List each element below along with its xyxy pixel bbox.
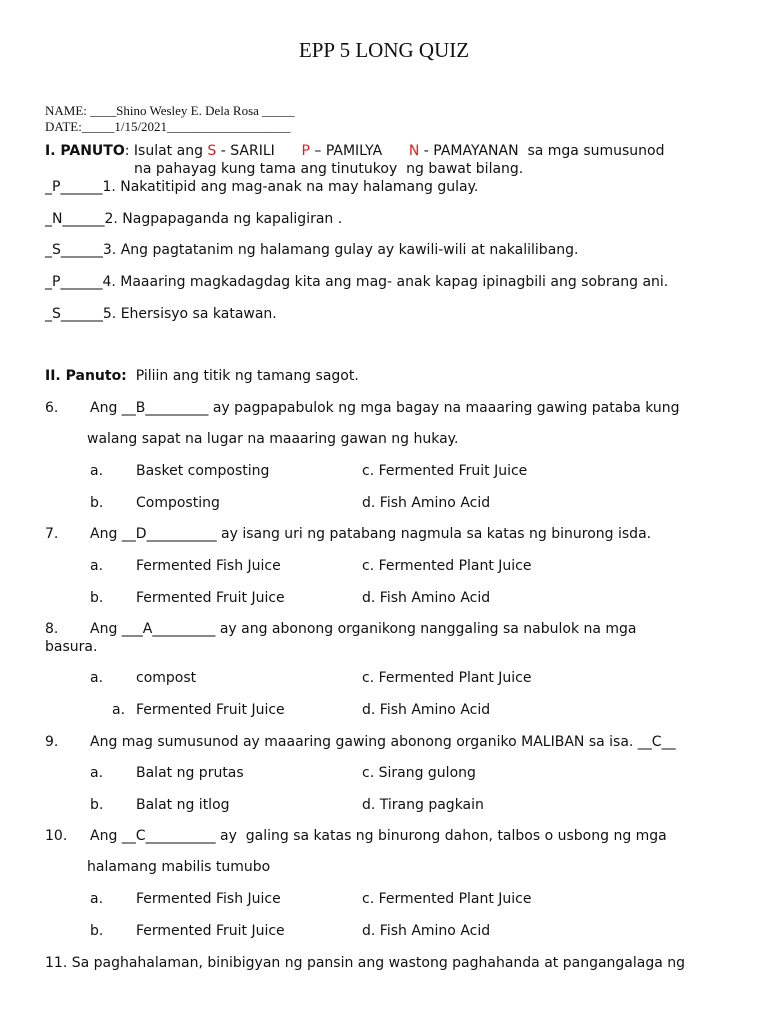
q8-option-b: Fermented Fruit Juice <box>136 702 285 718</box>
part2-instruction <box>45 367 359 385</box>
p-label: – PAMILYA <box>309 143 383 159</box>
q7-a-letter: a. <box>90 558 104 574</box>
q8-text: Ang ___A_________ ay ang abonong organikong nanggaling sa nabulok na mga <box>90 621 637 637</box>
q6-option-b: Composting <box>136 495 220 511</box>
q9-option-b: Balat ng itlog <box>136 797 230 813</box>
q7-option-b: Fermented Fruit Juice <box>136 590 285 606</box>
instruction-text: : Isulat ang <box>124 143 208 159</box>
q6-b-letter: b. <box>90 495 104 511</box>
q6-option-a: Basket composting <box>136 463 270 479</box>
q8-a-letter: a. <box>90 670 104 686</box>
page-title: EPP 5 LONG QUIZ <box>298 38 470 62</box>
q9-text: Ang mag sumusunod ay maaaring gawing abonong organiko MALIBAN sa isa. __C__ <box>90 734 676 750</box>
q7-option-a: Fermented Fish Juice <box>136 558 281 574</box>
q9-option-a: Balat ng prutas <box>136 765 244 781</box>
item-2: _N______2. Nagpapaganda ng kapaligiran . <box>45 211 343 227</box>
q10-a-letter: a. <box>90 891 104 907</box>
q8-text-2: basura. <box>45 639 98 655</box>
q10-text-2: halamang mabilis tumubo <box>87 859 271 875</box>
q7-number: 7. <box>45 526 59 542</box>
item-5: _S______5. Ehersisyo sa katawan. <box>45 306 277 322</box>
part1-instruction <box>45 142 665 160</box>
q7-option-d: d. Fish Amino Acid <box>362 590 491 606</box>
part1-instruction-line2: na pahayag kung tama ang tinutukoy ng bawat bilang. <box>134 161 524 177</box>
item-3: _S______3. Ang pagtatanim ng halamang gulay ay kawili-wili at nakalilibang. <box>45 242 579 258</box>
q11-text: 11. Sa paghahalaman, binibigyan ng pansin ang wastong paghahanda at pangangalaga ng <box>45 955 686 971</box>
q9-a-letter: a. <box>90 765 104 781</box>
s-letter: S <box>207 143 217 159</box>
q8-b-letter: a. <box>112 702 126 718</box>
part2-text: Piliin ang titik ng tamang sagot. <box>126 368 359 384</box>
q10-option-d: d. Fish Amino Acid <box>362 923 491 939</box>
item-1: _P______1. Nakatitipid ang mag-anak na may halamang gulay. <box>45 179 479 195</box>
q9-b-letter: b. <box>90 797 104 813</box>
q8-option-d: d. Fish Amino Acid <box>362 702 491 718</box>
q9-option-c: c. Sirang gulong <box>362 765 476 781</box>
part1-heading: I. PANUTO <box>45 143 125 159</box>
q10-text: Ang __C__________ ay galing sa katas ng binurong dahon, talbos o usbong ng mga <box>90 828 667 844</box>
q6-text: Ang __B_________ ay pagpapabulok ng mga bagay na maaaring gawing pataba kung <box>90 400 680 416</box>
p-letter: P <box>301 143 310 159</box>
q7-b-letter: b. <box>90 590 104 606</box>
item-4: _P______4. Maaaring magkadagdag kita ang mag- anak kapag ipinagbili ang sobrang ani. <box>45 274 669 290</box>
q6-number: 6. <box>45 400 59 416</box>
date-field: DATE:_____1/15/2021___________________ <box>45 119 291 134</box>
part2-heading: II. Panuto: <box>45 368 127 384</box>
s-label: - SARILI <box>216 143 275 159</box>
n-label: - PAMAYANAN sa mga sumusunod <box>419 143 665 159</box>
q6-text-2: walang sapat na lugar na maaaring gawan ng hukay. <box>87 431 459 447</box>
q9-option-d: d. Tirang pagkain <box>362 797 484 813</box>
q8-option-a: compost <box>136 670 197 686</box>
q10-option-c: c. Fermented Plant Juice <box>362 891 532 907</box>
n-letter: N <box>408 143 420 159</box>
name-field: NAME: ____Shino Wesley E. Dela Rosa _____ <box>45 103 295 118</box>
q6-a-letter: a. <box>90 463 104 479</box>
q10-b-letter: b. <box>90 923 104 939</box>
q9-number: 9. <box>45 734 59 750</box>
q8-option-c: c. Fermented Plant Juice <box>362 670 532 686</box>
q6-option-c: c. Fermented Fruit Juice <box>362 463 528 479</box>
q7-option-c: c. Fermented Plant Juice <box>362 558 532 574</box>
q6-option-d: d. Fish Amino Acid <box>362 495 491 511</box>
q8-number: 8. <box>45 621 59 637</box>
q10-number: 10. <box>45 828 68 844</box>
q10-option-b: Fermented Fruit Juice <box>136 923 285 939</box>
q10-option-a: Fermented Fish Juice <box>136 891 281 907</box>
q7-text: Ang __D__________ ay isang uri ng patabang nagmula sa katas ng binurong isda. <box>90 526 652 542</box>
